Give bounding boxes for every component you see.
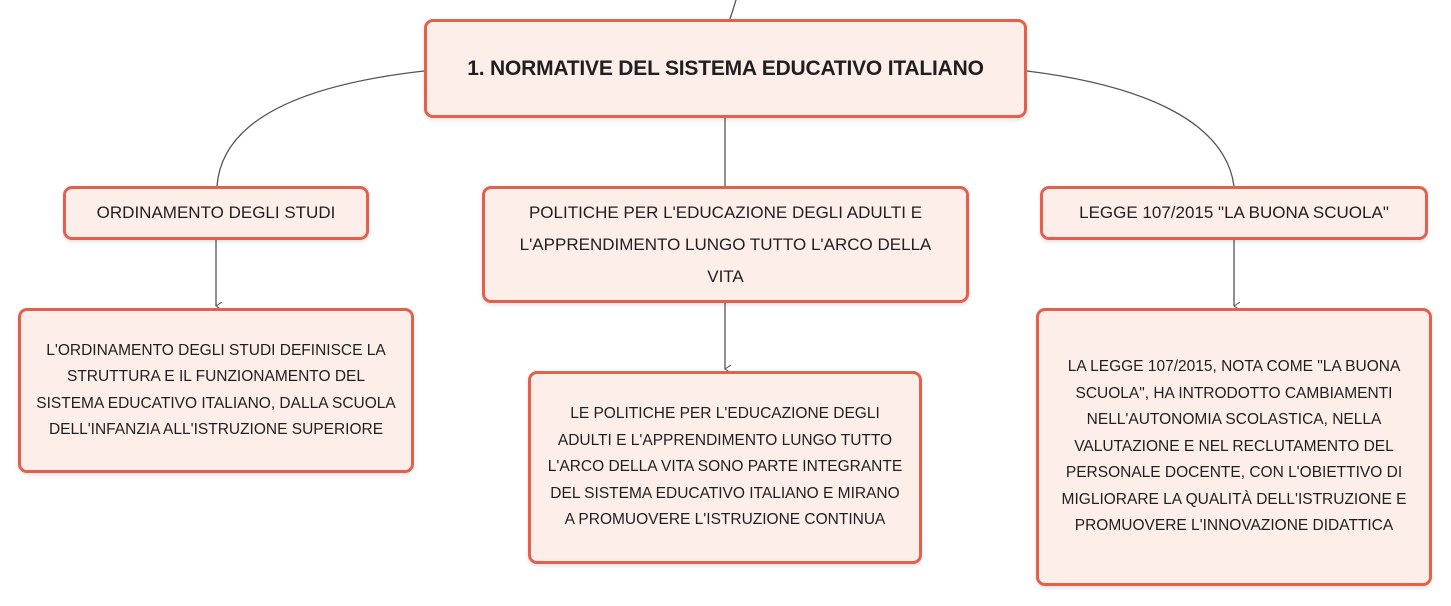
topic-node-ordinamento[interactable] (63, 186, 369, 240)
topic-node-legge-107[interactable] (1040, 186, 1428, 240)
topic-node-politiche[interactable] (482, 186, 969, 303)
parent-connector (730, 0, 736, 19)
topic-node-label: ORDINAMENTO DEGLI STUDI (96, 203, 336, 222)
topic-node-label: LEGGE 107/2015 "LA BUONA SCUOLA" (1079, 203, 1389, 222)
detail-node-legge-107[interactable] (1036, 308, 1432, 586)
connector-root-topic-1 (217, 71, 424, 186)
detail-node-ordinamento[interactable] (18, 308, 414, 473)
root-node-label: 1. NORMATIVE DEL SISTEMA EDUCATIVO ITALIANO (467, 56, 984, 80)
detail-node-politiche[interactable] (528, 371, 922, 564)
topic-node-label: POLITICHE PER L'EDUCAZIONE DEGLI ADULTI E L'APPRENDIMENTO LUNGO TUTTO L'ARCO DELLA VITA (519, 202, 932, 286)
connector-root-topic-3 (1027, 71, 1234, 186)
root-node[interactable] (424, 19, 1027, 118)
detail-node-text: L'ORDINAMENTO DEGLI STUDI DEFINISCE LA STRUTTURA E IL FUNZIONAMENTO DEL SISTEMA EDUCATIVO ITALIANO, DALLA SCUOLA DELL'INFANZIA ALL'ISTRUZIONE SUPERIORE (36, 341, 396, 438)
detail-node-text: LA LEGGE 107/2015, NOTA COME "LA BUONA SCUOLA", HA INTRODOTTO CAMBIAMENTI NELL'AUTONOMIA SCOLASTICA, NELLA VALUTAZIONE E NEL RECLUTAMENTO DEL PERSONALE DOCENTE, CON L'OBIETTIVO DI MIGLIORARE LA QUALITÀ DELL'ISTRUZIONE E PROMUOVERE L'INNOVAZIONE DIDATTICA (1061, 358, 1407, 535)
detail-node-text: LE POLITICHE PER L'EDUCAZIONE DEGLI ADULTI E L'APPRENDIMENTO LUNGO TUTTO L'ARCO DELLA VITA SONO PARTE INTEGRANTE DEL SISTEMA EDUCATIVO ITALIANO E MIRANO A PROMUOVERE L'ISTRUZIONE CONTINUA (547, 405, 903, 529)
